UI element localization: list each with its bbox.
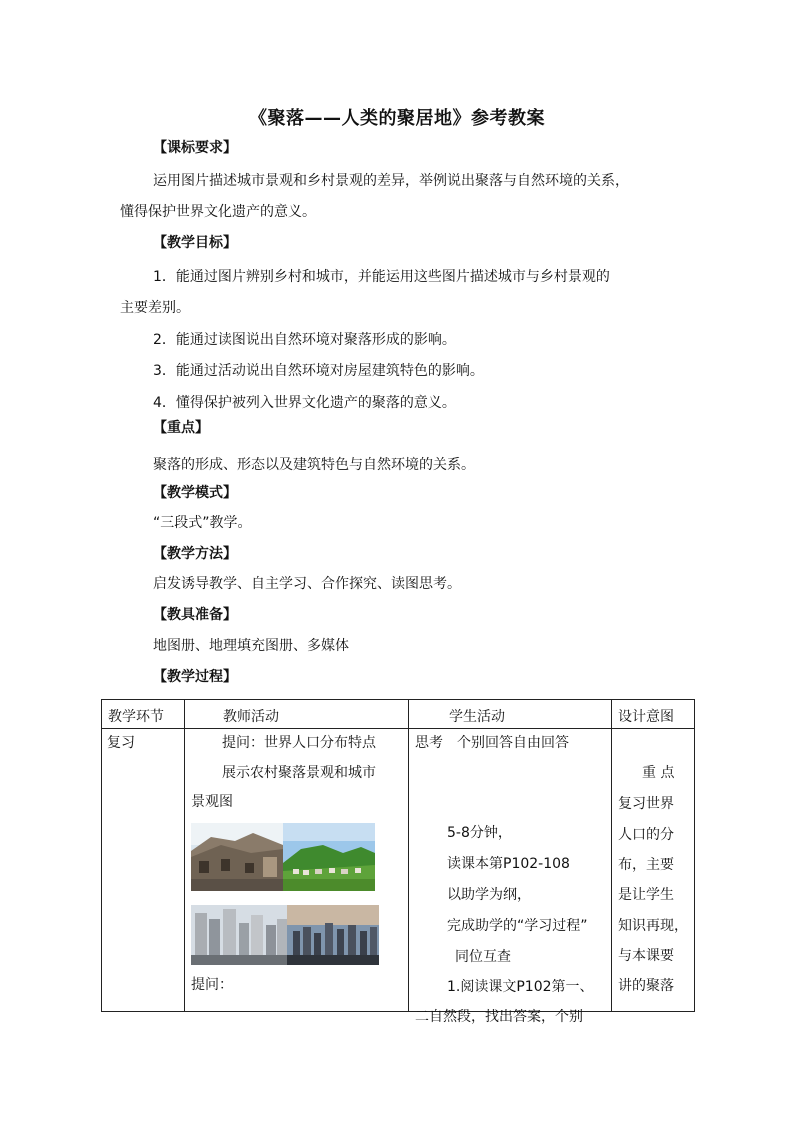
header-student: 学生活动 xyxy=(409,700,612,729)
objective-item: 2．能通过读图说出自然环境对聚落形成的影响。 xyxy=(153,332,456,348)
student-activity-cell xyxy=(409,729,612,1025)
objectives-heading: 【教学目标】 xyxy=(153,235,237,251)
intent-line: 与本课要 xyxy=(618,948,674,964)
method-heading: 【教学方法】 xyxy=(153,546,237,562)
intent-line: 讲的聚落 xyxy=(618,978,674,994)
table-header-row xyxy=(102,700,695,729)
student-line: 5-8分钟， xyxy=(447,825,512,841)
objective-item: 主要差别。 xyxy=(120,300,190,316)
key-heading: 【重点】 xyxy=(153,420,209,436)
teacher-line: 展示农村聚落景观和城市 xyxy=(222,765,376,781)
intent-line: 是让学生 xyxy=(618,887,674,903)
intent-line: 复习世界 xyxy=(618,796,674,812)
design-intent-cell xyxy=(612,729,695,1012)
curriculum-text-line: 运用图片描述城市景观和乡村景观的差异，举例说出聚落与自然环境的关系， xyxy=(153,173,629,189)
village-stone-houses-photo xyxy=(191,823,283,891)
teaching-process-table xyxy=(101,699,695,1025)
student-line: 完成助学的“学习过程” xyxy=(447,918,588,934)
key-text: 聚落的形成、形态以及建筑特色与自然环境的关系。 xyxy=(153,457,475,473)
student-line: 思考 个别回答自由回答 xyxy=(415,735,569,751)
intent-line: 重 点 xyxy=(642,765,675,781)
objective-item: 4．懂得保护被列入世界文化遗产的聚落的意义。 xyxy=(153,395,456,411)
teacher-line: 提问：世界人口分布特点 xyxy=(222,735,376,751)
student-line: 以助学为纲， xyxy=(447,887,531,903)
teacher-activity-cell xyxy=(185,729,409,1012)
student-line: 同位互查 xyxy=(455,949,511,965)
process-heading: 【教学过程】 xyxy=(153,669,237,685)
objective-item: 3．能通过活动说出自然环境对房屋建筑特色的影响。 xyxy=(153,363,484,379)
teacher-line: 景观图 xyxy=(191,794,233,810)
curriculum-heading: 【课标要求】 xyxy=(153,140,237,156)
method-text: 启发诱导教学、自主学习、合作探究、读图思考。 xyxy=(153,576,461,592)
tools-heading: 【教具准备】 xyxy=(153,607,237,623)
stage-label: 复习 xyxy=(107,735,135,751)
village-green-hills-photo xyxy=(283,823,375,891)
mode-text: “三段式”教学。 xyxy=(153,515,252,531)
objective-item: 1．能通过图片辨别乡村和城市，并能运用这些图片描述城市与乡村景观的 xyxy=(153,269,610,285)
curriculum-text-line: 懂得保护世界文化遗产的意义。 xyxy=(120,204,316,220)
table-row xyxy=(102,729,695,1012)
header-intent: 设计意图 xyxy=(612,700,695,729)
stage-cell xyxy=(102,729,185,1012)
teacher-line: 提问： xyxy=(191,977,233,993)
page-title: 《聚落——人类的聚居地》参考教案 xyxy=(249,108,545,129)
city-skyline-photo xyxy=(287,905,379,965)
student-line: 1.阅读课文P102第一、 xyxy=(447,979,594,995)
student-line: 二自然段，找出答案，个别 xyxy=(415,1009,583,1025)
intent-line: 人口的分 xyxy=(618,827,674,843)
intent-line: 布，主要 xyxy=(618,857,674,873)
header-teacher: 教师活动 xyxy=(185,700,409,729)
mode-heading: 【教学模式】 xyxy=(153,485,237,501)
student-line: 读课本第P102-108 xyxy=(447,856,570,872)
header-stage: 教学环节 xyxy=(102,700,185,729)
tools-text: 地图册、地理填充图册、多媒体 xyxy=(153,638,349,654)
city-highrise-photo xyxy=(191,905,287,965)
intent-line: 知识再现， xyxy=(618,918,688,934)
